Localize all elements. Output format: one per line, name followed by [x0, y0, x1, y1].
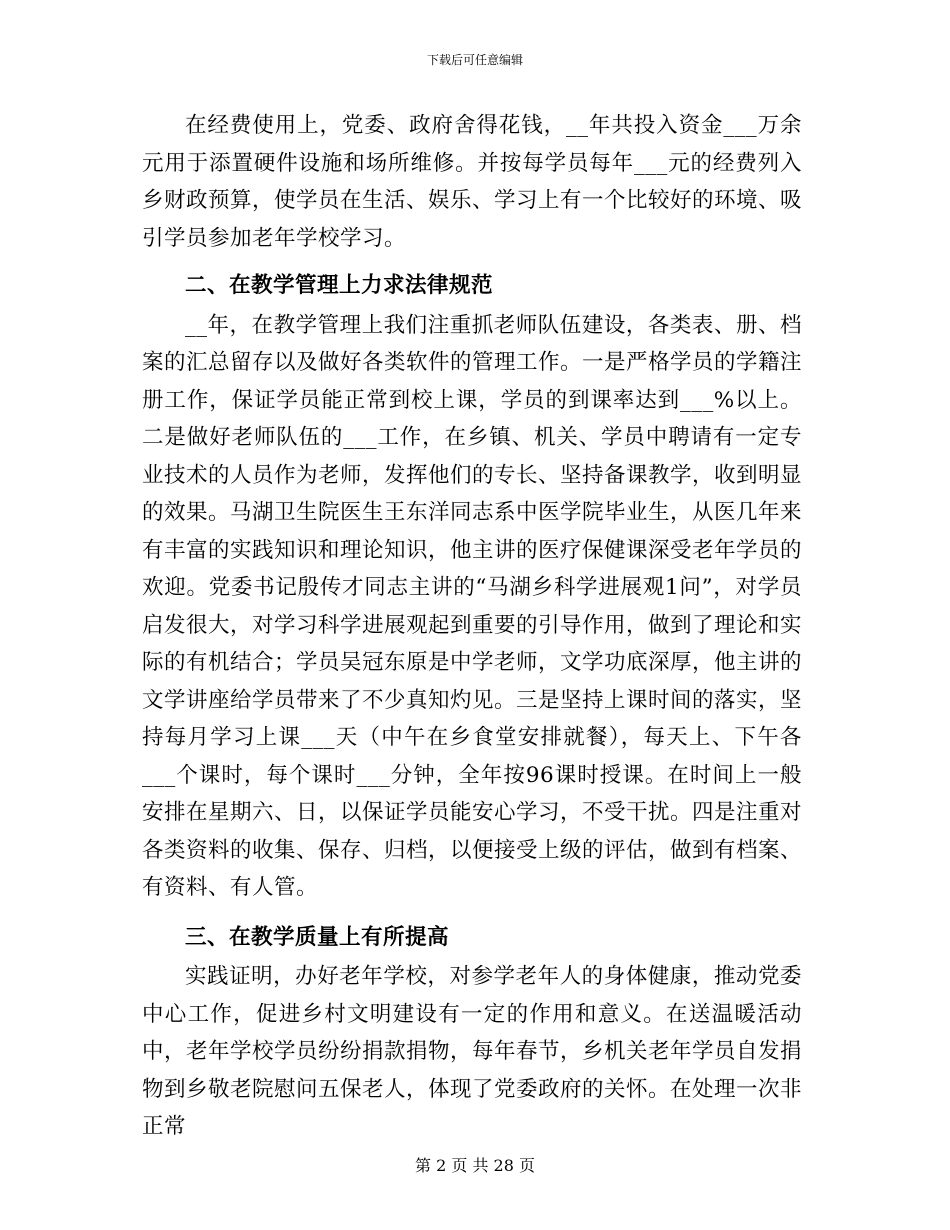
section-heading-teaching-management: 二、在教学管理上力求法律规范 — [185, 273, 494, 298]
page-header: 下载后可任意编辑 — [426, 53, 523, 67]
section-heading-teaching-quality: 三、在教学质量上有所提高 — [185, 924, 450, 950]
page-number: 第 2 页 共 28 页 — [415, 1156, 535, 1175]
paragraph-teaching-management: __年，在教学管理上我们注重抓老师队伍建设，各类表、册、档案的汇总留存以及做好各类软件的管理工作。一是严格学员的学籍注册工作，保证学员能正常到校上课，学员的到课率达到___%以上。二是做好老师队伍的___工作，在乡镇、机关、学员中聘请有一定专业技术的人员作为老师，发挥他们的专长、坚持备课教学，收到明显的效果。马湖卫生院医生王东洋同志系中医学院毕业生，从医几年来有丰富的实践知识和理论知识，他主讲的医疗保健课深受老年学员的欢迎。党委书记殷传才同志主讲的“马湖乡科学进展观1问”，对学员启发很大，对学习科学进展观起到重要的引导作用，做到了理论和实际的有机结合；学员吴冠东原是中学老师，文学功底深厚，他主讲的文学讲座给学员带来了不少真知灼见。三是坚持上课时间的落实，坚持每月学习上课___天（中午在乡食堂安排就餐），每天上、下午各___个课时，每个课时___分钟，全年按96课时授课。在时间上一般安排在星期六、日，以保证学员能安心学习，不受干扰。四是注重对各类资料的收集、保存、归档，以便接受上级的评估，做到有档案、有资料、有人管。 — [142, 312, 803, 900]
paragraph-funding: 在经费使用上，党委、政府舍得花钱，__年共投入资金___万余元用于添置硬件设施和场所维修。并按每学员每年___元的经费列入乡财政预算，使学员在生活、娱乐、学习上有一个比较好的环境、吸引学员参加老年学校学习。 — [142, 113, 803, 251]
document-body — [142, 107, 802, 1146]
paragraph-teaching-quality: 实践证明，办好老年学校，对参学老年人的身体健康，推动党委中心工作，促进乡村文明建设有一定的作用和意义。在送温暖活动中，老年学校学员纷纷捐款捐物，每年春节，乡机关老年学员自发捐物到乡敬老院慰问五保老人，体现了党委政府的关怀。在处理一次非正常 — [142, 964, 803, 1139]
